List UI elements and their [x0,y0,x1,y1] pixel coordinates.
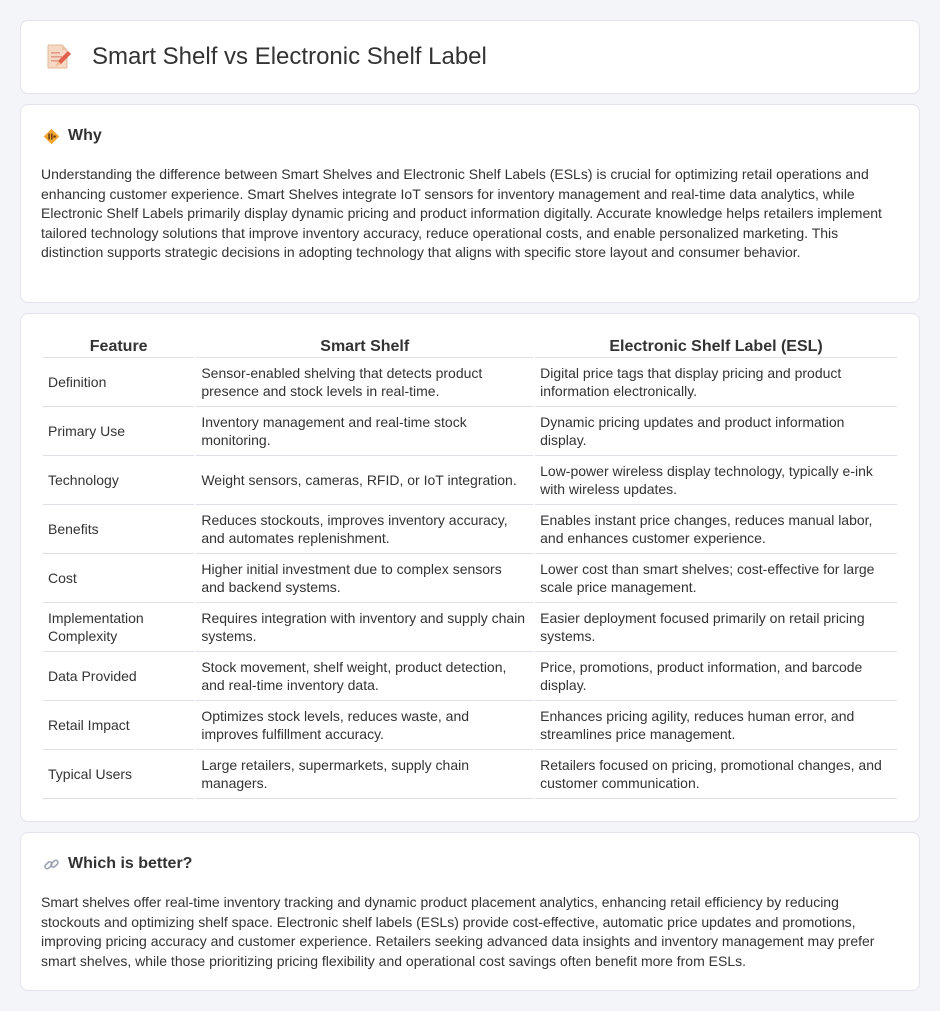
row-feature: Typical Users [43,750,194,799]
row-feature: Retail Impact [43,701,194,750]
row-esl: Low-power wireless display technology, typically e-ink with wireless updates. [535,456,897,505]
comparison-table-card [20,313,920,822]
why-card [20,104,920,303]
table-row [43,358,897,407]
row-smart-shelf: Large retailers, supermarkets, supply chain managers. [196,750,533,799]
row-esl: Lower cost than smart shelves; cost-effective for large scale price management. [535,554,897,603]
title-row [46,43,487,71]
header-card [20,20,920,94]
row-feature: Primary Use [43,407,194,456]
row-feature: Definition [43,358,194,407]
table-row [43,603,897,652]
table-header-row [43,336,897,358]
table-row [43,750,897,799]
comparison-table [41,336,899,799]
page-title: Smart Shelf vs Electronic Shelf Label [92,43,487,70]
row-esl: Price, promotions, product information, and barcode display. [535,652,897,701]
table-row [43,456,897,505]
row-smart-shelf: Optimizes stock levels, reduces waste, and improves fulfillment accuracy. [196,701,533,750]
why-heading [43,127,102,145]
row-feature: Cost [43,554,194,603]
table-row [43,652,897,701]
row-esl: Retailers focused on pricing, promotional changes, and customer communication. [535,750,897,799]
row-smart-shelf: Stock movement, shelf weight, product detection, and real-time inventory data. [196,652,533,701]
row-smart-shelf: Reduces stockouts, improves inventory accuracy, and automates replenishment. [196,505,533,554]
row-esl: Dynamic pricing updates and product information display. [535,407,897,456]
row-smart-shelf: Weight sensors, cameras, RFID, or IoT integration. [196,456,533,505]
table-row [43,701,897,750]
row-feature: Technology [43,456,194,505]
row-feature: Data Provided [43,652,194,701]
row-esl: Digital price tags that display pricing and product information electronically. [535,358,897,407]
document-pencil-icon [46,43,72,71]
row-esl: Enables instant price changes, reduces manual labor, and enhances customer experience. [535,505,897,554]
header-esl: Electronic Shelf Label (ESL) [535,336,897,358]
link-icon [43,856,60,873]
header-feature: Feature [43,336,194,358]
better-heading-label: Which is better? [68,855,193,872]
row-smart-shelf: Higher initial investment due to complex sensors and backend systems. [196,554,533,603]
row-esl: Easier deployment focused primarily on retail pricing systems. [535,603,897,652]
better-heading [43,855,192,873]
table-row [43,407,897,456]
row-esl: Enhances pricing agility, reduces human error, and streamlines price management. [535,701,897,750]
row-feature: Implementation Complexity [43,603,194,652]
row-smart-shelf: Requires integration with inventory and supply chain systems. [196,603,533,652]
row-smart-shelf: Inventory management and real-time stock monitoring. [196,407,533,456]
table-row [43,505,897,554]
row-smart-shelf: Sensor-enabled shelving that detects product presence and stock levels in real-time. [196,358,533,407]
row-feature: Benefits [43,505,194,554]
better-text: Smart shelves offer real-time inventory tracking and dynamic product placement analytics, enhancing retail efficiency by reducing stockouts and optimizing shelf space. Electronic shelf labels (ESLs) provide cost-effective, automatic price updates and promotions, improving pricing accuracy and customer experience. Retailers seeking advanced data insights and inventory management may prefer smart shelves, while those prioritizing pricing flexibility and operational cost savings often benefit more from ESLs. [41,894,875,969]
table-row [43,554,897,603]
which-is-better-card [20,832,920,991]
why-heading-label: Why [68,127,102,144]
header-smart-shelf: Smart Shelf [196,336,533,358]
diamond-sign-icon [43,128,60,145]
why-text: Understanding the difference between Smart Shelves and Electronic Shelf Labels (ESLs) is crucial for optimizing retail operations and enhancing customer experience. Smart Shelves integrate IoT sensors for inventory management and real-time data analytics, while Electronic Shelf Labels primarily display dynamic pricing and product information digitally. Accurate knowledge helps retailers implement tailored technology solutions that improve inventory accuracy, reduce operational costs, and enable personalized marketing. This distinction supports strategic decisions in adopting technology that aligns with specific store layout and consumer behavior. [41,166,882,260]
